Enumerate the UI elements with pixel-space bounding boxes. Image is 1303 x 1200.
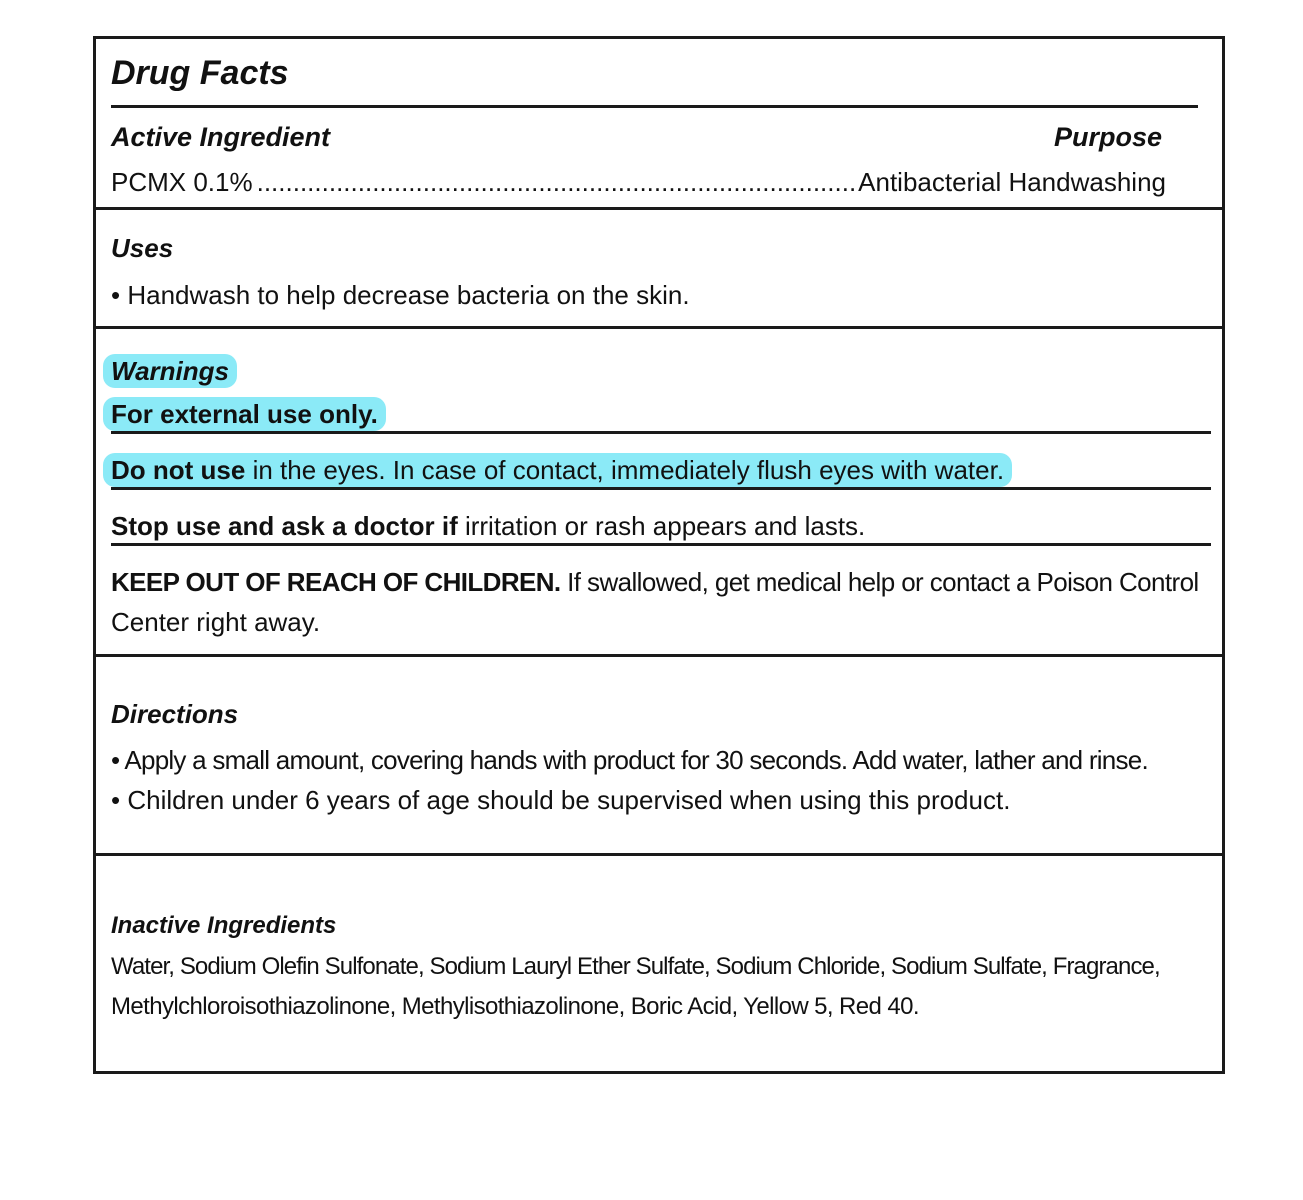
stop-use-warning — [111, 510, 865, 542]
keep-out-warning-line2: Center right away. — [111, 607, 321, 637]
purpose-heading: Purpose — [1053, 122, 1162, 152]
external-use-warning — [111, 398, 386, 430]
do-not-use-text: in the eyes. In case of contact, immediately flush eyes with water. — [245, 455, 1005, 485]
inactive-ingredients-line1: Water, Sodium Olefin Sulfonate, Sodium Lauryl Ether Sulfate, Sodium Chloride, Sodium Sulfate, Fragrance, — [111, 953, 1160, 980]
warnings-rule-2 — [111, 487, 1211, 490]
directions-section — [96, 657, 1222, 853]
active-ingredient-row — [111, 166, 1166, 198]
warnings-rule-3 — [111, 543, 1211, 546]
do-not-use-warning — [111, 454, 1012, 486]
directions-item-2: • Children under 6 years of age should be supervised when using this product. — [111, 785, 1011, 815]
stop-use-text: irritation or rash appears and lasts. — [457, 511, 866, 541]
active-ingredient-purpose: Antibacterial Handwashing — [858, 167, 1166, 197]
stop-use-lead: Stop use and ask a doctor if — [111, 511, 458, 541]
uses-heading: Uses — [111, 233, 174, 263]
inactive-ingredients-line2: Methylchloroisothiazolinone, Methylisothiazolinone, Boric Acid, Yellow 5, Red 40. — [111, 993, 919, 1020]
drug-facts-panel — [93, 36, 1225, 1074]
active-ingredient-name: PCMX 0.1% — [111, 167, 253, 197]
drug-facts-title: Drug Facts — [111, 54, 289, 92]
uses-item: • Handwash to help decrease bacteria on the skin. — [111, 280, 690, 310]
directions-item-1: • Apply a small amount, covering hands with product for 30 seconds. Add water, lather and rinse. — [111, 745, 1148, 775]
active-ingredient-heading: Active Ingredient — [111, 122, 331, 152]
keep-out-text-1: If swallowed, get medical help or contact a Poison Control — [560, 567, 1199, 597]
external-use-highlight: For external use only. — [103, 397, 386, 431]
do-not-use-highlight — [103, 453, 1012, 487]
inactive-ingredients-heading: Inactive Ingredients — [111, 912, 337, 939]
leader-dots — [257, 166, 855, 198]
warnings-section — [96, 329, 1222, 654]
inactive-ingredients-section — [96, 856, 1222, 1071]
uses-section — [96, 210, 1222, 326]
title-rule — [111, 105, 1198, 108]
warnings-rule-1 — [111, 431, 1211, 434]
keep-out-warning-line1 — [111, 566, 1199, 598]
warnings-heading-highlight: Warnings — [103, 354, 237, 388]
directions-heading: Directions — [111, 699, 239, 729]
keep-out-lead: KEEP OUT OF REACH OF CHILDREN. — [111, 567, 561, 597]
active-ingredient-section — [96, 39, 1222, 207]
warnings-heading — [111, 355, 237, 387]
do-not-use-lead: Do not use — [111, 455, 246, 485]
